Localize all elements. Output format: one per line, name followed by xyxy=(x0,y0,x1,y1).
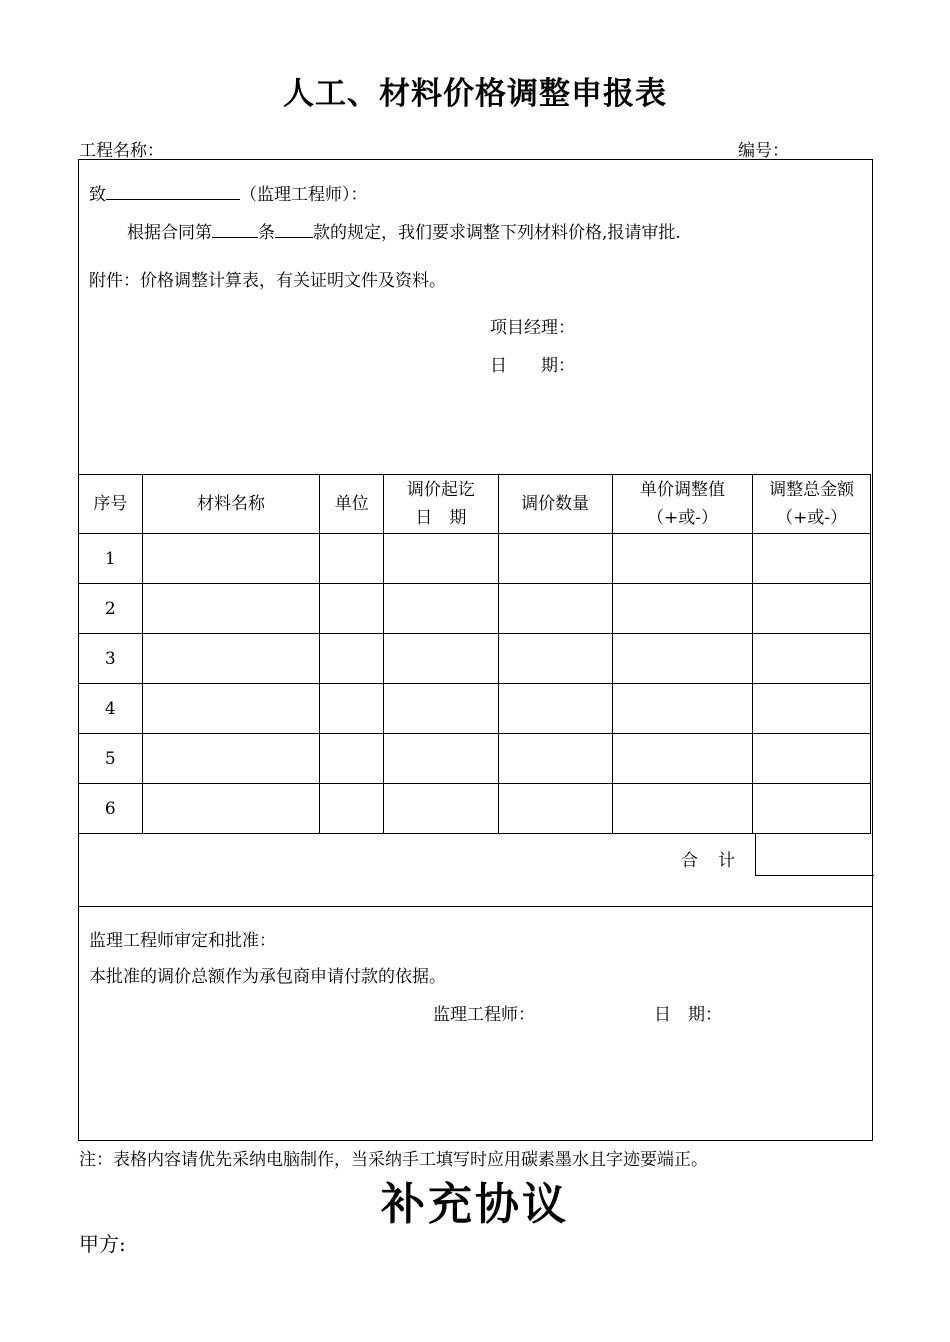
material-name-cell[interactable] xyxy=(142,584,320,634)
unit-price-cell[interactable] xyxy=(612,734,752,784)
row-number: 1 xyxy=(79,534,143,584)
form-number-label: 编号： xyxy=(738,141,789,161)
total-amount-cell[interactable] xyxy=(753,634,871,684)
quantity-cell[interactable] xyxy=(498,734,612,784)
period-cell[interactable] xyxy=(384,534,498,584)
table-row xyxy=(79,634,871,684)
unit-cell[interactable] xyxy=(320,634,384,684)
unit-price-cell[interactable] xyxy=(612,634,752,684)
header-adjust-quantity: 调价数量 xyxy=(498,475,612,534)
period-cell[interactable] xyxy=(384,684,498,734)
table-row xyxy=(79,684,871,734)
quantity-cell[interactable] xyxy=(498,684,612,734)
unit-price-cell[interactable] xyxy=(612,584,752,634)
unit-price-cell[interactable] xyxy=(612,534,752,584)
total-amount-cell[interactable] xyxy=(753,534,871,584)
material-name-cell[interactable] xyxy=(142,534,320,584)
request-line xyxy=(127,218,681,243)
total-label: 合计 xyxy=(681,851,755,871)
header-unit: 单位 xyxy=(320,475,384,534)
period-cell[interactable] xyxy=(384,634,498,684)
table-row xyxy=(79,584,871,634)
table-row xyxy=(79,534,871,584)
application-section xyxy=(79,160,872,475)
row-number: 4 xyxy=(79,684,143,734)
engineer-signature-label: 监理工程师： xyxy=(433,1005,535,1025)
footnote: 注：表格内容请优先采纳电脑制作，当采纳手工填写时应用碳素墨水且字迹要端正。 xyxy=(79,1150,708,1170)
unit-cell[interactable] xyxy=(320,784,384,834)
header-adjust-period: 调价起讫 日 期 xyxy=(384,475,498,534)
clause-blank[interactable] xyxy=(212,220,258,238)
addressee-line xyxy=(89,180,368,205)
request-text-3: 款的规定，我们要求调整下列材料价格,报请审批. xyxy=(313,223,681,243)
quantity-cell[interactable] xyxy=(498,634,612,684)
period-cell[interactable] xyxy=(384,784,498,834)
row-number: 2 xyxy=(79,584,143,634)
row-number: 5 xyxy=(79,734,143,784)
quantity-cell[interactable] xyxy=(498,584,612,634)
addressee-suffix: （监理工程师）： xyxy=(240,185,368,205)
form-title: 人工、材料价格调整申报表 xyxy=(283,76,667,112)
quantity-cell[interactable] xyxy=(498,534,612,584)
total-amount-cell[interactable] xyxy=(753,684,871,734)
total-section xyxy=(79,834,872,907)
material-name-cell[interactable] xyxy=(142,734,320,784)
row-number: 6 xyxy=(79,784,143,834)
total-amount-cell[interactable] xyxy=(753,784,871,834)
addressee-prefix: 致 xyxy=(89,185,106,205)
quantity-cell[interactable] xyxy=(498,784,612,834)
header-unit-price-adjust: 单价调整值 （+或-） xyxy=(612,475,752,534)
table-row xyxy=(79,784,871,834)
project-manager-label: 项目经理： xyxy=(490,318,575,338)
period-cell[interactable] xyxy=(384,734,498,784)
item-blank[interactable] xyxy=(275,220,313,238)
approval-date-label: 日 期： xyxy=(654,1005,722,1025)
total-amount-cell[interactable] xyxy=(753,584,871,634)
unit-cell[interactable] xyxy=(320,584,384,634)
unit-cell[interactable] xyxy=(320,534,384,584)
application-date-label: 日 期： xyxy=(490,356,575,376)
material-name-cell[interactable] xyxy=(142,634,320,684)
total-amount-field[interactable] xyxy=(755,834,874,876)
party-a-label: 甲方: xyxy=(79,1232,126,1256)
supplementary-agreement-title: 补充协议 xyxy=(381,1179,569,1230)
addressee-blank[interactable] xyxy=(106,182,240,200)
request-text-1: 根据合同第 xyxy=(127,223,212,243)
table-row xyxy=(79,734,871,784)
form-frame xyxy=(78,159,873,1141)
unit-price-cell[interactable] xyxy=(612,684,752,734)
header-total-adjust: 调整总金额 （+或-） xyxy=(753,475,871,534)
approval-section xyxy=(79,907,872,1141)
period-cell[interactable] xyxy=(384,584,498,634)
approval-statement: 本批准的调价总额作为承包商申请付款的依据。 xyxy=(89,967,446,987)
table-header-row xyxy=(79,475,871,534)
row-number: 3 xyxy=(79,634,143,684)
header-seq: 序号 xyxy=(79,475,143,534)
price-adjustment-table xyxy=(78,474,871,834)
request-text-2: 条 xyxy=(258,223,275,243)
unit-cell[interactable] xyxy=(320,684,384,734)
attachment-line: 附件：价格调整计算表，有关证明文件及资料。 xyxy=(89,271,446,291)
unit-cell[interactable] xyxy=(320,734,384,784)
total-amount-cell[interactable] xyxy=(753,734,871,784)
project-name-label: 工程名称： xyxy=(79,141,164,161)
material-name-cell[interactable] xyxy=(142,784,320,834)
header-material-name: 材料名称 xyxy=(142,475,320,534)
material-name-cell[interactable] xyxy=(142,684,320,734)
approval-heading: 监理工程师审定和批准： xyxy=(89,931,276,951)
unit-price-cell[interactable] xyxy=(612,784,752,834)
